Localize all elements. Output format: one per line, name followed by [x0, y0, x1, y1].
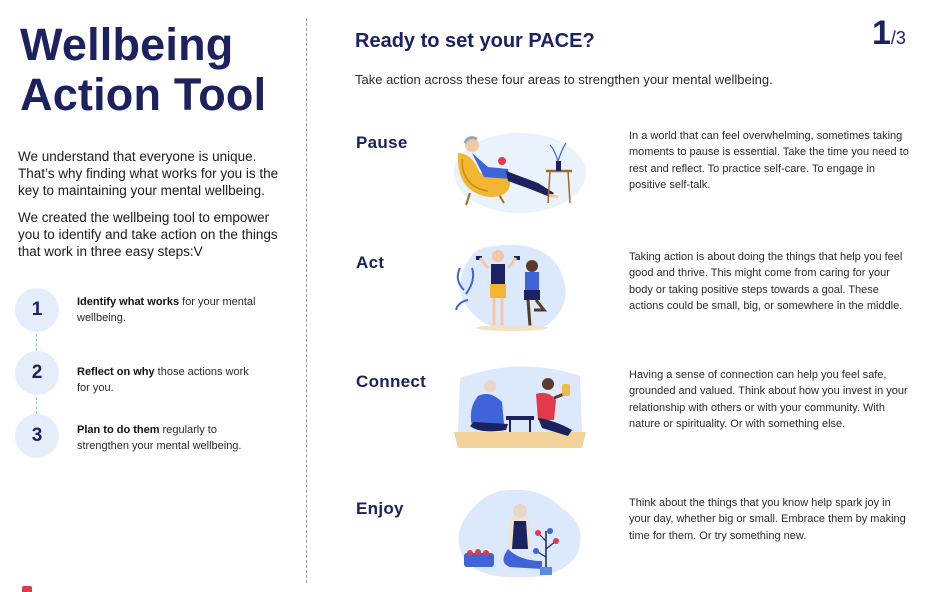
- column-divider: [306, 18, 307, 583]
- section-label-connect: Connect: [356, 372, 427, 391]
- pause-illustration-icon: [450, 123, 590, 218]
- step-3-rest: regularly to strengthen your mental wellbeing.: [77, 424, 242, 452]
- act-illustration-icon: [450, 240, 590, 335]
- page-total: /3: [890, 28, 906, 48]
- enjoy-illustration-icon: [450, 487, 590, 582]
- step-1-bold: Identify what works: [77, 296, 180, 308]
- step-2-number: 2: [15, 351, 59, 395]
- page-current: 1: [872, 14, 891, 52]
- pace-title: Ready to set your PACE?: [355, 30, 595, 52]
- step-2-text: [77, 364, 262, 396]
- step-connector: [36, 334, 37, 351]
- section-text-connect: Having a sense of connection can help you feel safe, grounded and valued. Think about how you invest in your relationship with others or with your community. With nature or spirituality. Or with something else.: [629, 369, 908, 430]
- section-label-pause: Pause: [356, 133, 408, 152]
- step-connector: [36, 397, 37, 414]
- step-1-text: [77, 294, 262, 326]
- title-line-1: Wellbeing: [20, 19, 234, 70]
- page-indicator: [872, 14, 906, 53]
- section-text-act: Taking action is about doing the things that help you feel good and thrive. This might come from caring for your body or taking positive steps towards a goal. These actions could be small, big, or somewhere in the middle.: [629, 251, 903, 312]
- accent-mark: [22, 586, 32, 592]
- intro-paragraph-2: We created the wellbeing tool to empower you to identify and take action on the things that work in three easy steps:V: [18, 210, 278, 259]
- section-text-enjoy: Think about the things that you know help spark joy in your day, whether big or small. Embrace them by making time for them. Or try something new.: [629, 497, 906, 542]
- connect-illustration-icon: [450, 362, 590, 457]
- pace-subtitle: Take action across these four areas to strengthen your mental wellbeing.: [355, 72, 773, 87]
- section-label-act: Act: [356, 253, 385, 272]
- intro-paragraph-1: We understand that everyone is unique. That’s why finding what works for you is the key to maintaining your mental wellbeing.: [18, 149, 279, 198]
- section-label-enjoy: Enjoy: [356, 499, 404, 518]
- step-1-number: 1: [15, 288, 59, 332]
- step-2-rest: those actions work for you.: [77, 366, 249, 394]
- step-3-text: [77, 422, 262, 454]
- tool-title: [20, 20, 266, 120]
- step-1-rest: for your mental wellbeing.: [77, 296, 256, 324]
- step-3-bold: Plan to do them: [77, 424, 160, 436]
- section-text-pause: In a world that can feel overwhelming, sometimes taking moments to pause is essential. Take the time you need to rest and reflect. To practice self-care. To engage in positive self-talk.: [629, 130, 909, 191]
- step-2-bold: Reflect on why: [77, 366, 155, 378]
- title-line-2: Action Tool: [20, 69, 267, 120]
- step-3-number: 3: [15, 414, 59, 458]
